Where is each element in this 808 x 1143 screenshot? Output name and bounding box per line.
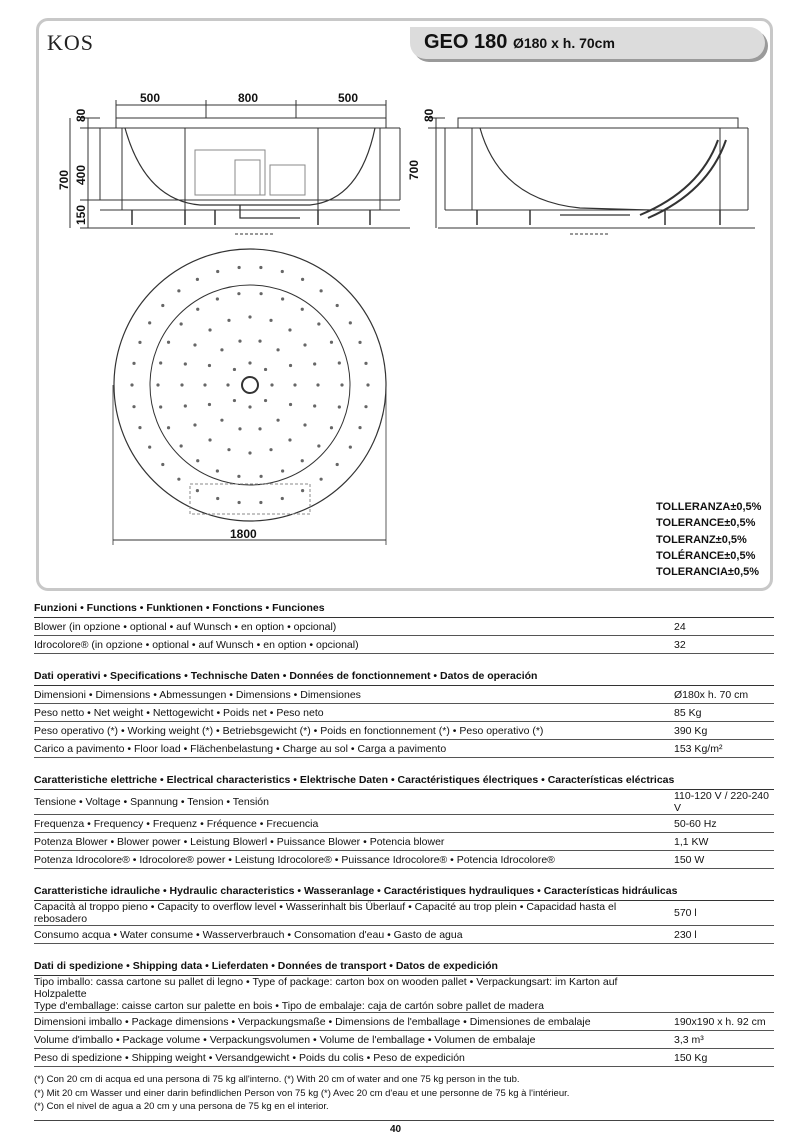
jet-dot bbox=[130, 383, 133, 386]
table-row bbox=[34, 1031, 774, 1049]
dim-front-left-3: 400 bbox=[74, 164, 88, 185]
jet-dot bbox=[184, 362, 187, 365]
jet-dot bbox=[303, 343, 306, 346]
jet-dot bbox=[288, 438, 291, 441]
drain-circle bbox=[242, 377, 258, 393]
jet-dot bbox=[336, 463, 339, 466]
jet-dot bbox=[288, 328, 291, 331]
jet-dot bbox=[238, 427, 241, 430]
plan-view bbox=[113, 249, 386, 545]
jet-dot bbox=[281, 297, 284, 300]
tolerance-de: TOLERANZ±0,5% bbox=[656, 533, 747, 546]
table-row bbox=[34, 976, 774, 1013]
row-value: 85 Kg bbox=[674, 706, 702, 719]
jet-dot bbox=[233, 399, 236, 402]
outer-rim-circle bbox=[114, 249, 386, 521]
dim-front-top-1: 500 bbox=[140, 91, 161, 105]
row-label: Frequenza • Frequency • Frequenz • Fréquence • Frecuencia bbox=[34, 817, 319, 830]
section-specifications bbox=[34, 668, 774, 758]
section-title: Caratteristiche elettriche • Electrical characteristics • Elektrische Daten • Caractéristiques électriques • Características eléctricas bbox=[34, 772, 774, 790]
footer-rule bbox=[34, 1120, 774, 1121]
row-label: Tensione • Voltage • Spannung • Tension • Tensión bbox=[34, 796, 269, 808]
row-label: Peso netto • Net weight • Nettogewicht • Poids net • Peso neto bbox=[34, 706, 324, 719]
jet-dot bbox=[216, 270, 219, 273]
jet-dot bbox=[330, 426, 333, 429]
jet-dot bbox=[301, 308, 304, 311]
jet-dot bbox=[270, 383, 273, 386]
dim-front-left-4: 150 bbox=[74, 204, 88, 225]
brand-logo: KOS bbox=[47, 30, 95, 55]
row-value: 390 Kg bbox=[674, 724, 708, 737]
row-value: 190x190 x h. 92 cm bbox=[674, 1015, 766, 1028]
row-label: Peso di spedizione • Shipping weight • Versandgewicht • Poids du colis • Peso de expedición bbox=[34, 1051, 465, 1064]
jet-dot bbox=[167, 341, 170, 344]
row-label: Idrocolore® (in opzione • optional • auf Wunsch • en option • opcional) bbox=[34, 638, 359, 651]
jet-dot bbox=[281, 270, 284, 273]
footnote: (*) Con el nivel de agua a 20 cm y una persona de 75 kg en el interior. bbox=[34, 1101, 329, 1112]
jet-dot bbox=[317, 322, 320, 325]
table-row bbox=[34, 901, 774, 926]
section-electrical bbox=[34, 772, 774, 869]
row-label-line2: Type d'emballage: caisse carton sur palette en bois • Tipo de embalaje: caja de cartón sobre pallet de madera bbox=[34, 1000, 544, 1012]
jet-dot bbox=[320, 478, 323, 481]
jet-dot bbox=[264, 399, 267, 402]
page-number: 40 bbox=[390, 1124, 402, 1135]
jet-dot bbox=[208, 364, 211, 367]
jet-dot bbox=[238, 501, 241, 504]
footnotes bbox=[34, 1073, 569, 1114]
table-row bbox=[34, 790, 774, 815]
jet-dot bbox=[317, 444, 320, 447]
footnote: (*) Mit 20 cm Wasser und einer darin befindlichen Person von 75 kg (*) Avec 20 cm d'eau et une personne de 75 kg à l'intérieur. bbox=[34, 1087, 570, 1099]
jet-dot bbox=[238, 340, 241, 343]
jet-dot bbox=[161, 304, 164, 307]
jet-dot bbox=[177, 289, 180, 292]
jet-dot bbox=[132, 362, 135, 365]
jet-dot bbox=[303, 423, 306, 426]
jet-dot bbox=[238, 266, 241, 269]
tolerance-en: TOLERANCE±0,5% bbox=[656, 517, 756, 530]
jet-dot bbox=[248, 361, 251, 364]
jet-dot bbox=[196, 308, 199, 311]
jet-dot bbox=[237, 475, 240, 478]
jet-dot bbox=[138, 426, 141, 429]
row-label bbox=[34, 976, 670, 1012]
row-label: Volume d'imballo • Package volume • Verpackungsvolumen • Volume de l'emballage • Volumen de embalaje bbox=[34, 1033, 536, 1046]
jet-dot bbox=[159, 361, 162, 364]
table-row bbox=[34, 618, 774, 636]
row-value: 230 l bbox=[674, 928, 697, 941]
front-elevation bbox=[70, 100, 410, 234]
table-row bbox=[34, 704, 774, 722]
dim-front-top-3: 500 bbox=[338, 91, 359, 105]
jet-dot bbox=[338, 405, 341, 408]
jet-dot bbox=[216, 469, 219, 472]
row-value: 50-60 Hz bbox=[674, 817, 717, 830]
table-row bbox=[34, 851, 774, 869]
front-rim bbox=[116, 118, 386, 128]
jet-dot bbox=[248, 405, 251, 408]
jet-dot bbox=[132, 405, 135, 408]
row-label: Potenza Blower • Blower power • Leistung Blowerl • Puissance Blower • Potencia blower bbox=[34, 835, 445, 848]
jet-dot bbox=[159, 405, 162, 408]
jet-dot bbox=[258, 427, 261, 430]
tolerance-block bbox=[656, 499, 761, 580]
jet-dot bbox=[340, 383, 343, 386]
jet-dot bbox=[293, 383, 296, 386]
jet-dot bbox=[301, 278, 304, 281]
jet-dot bbox=[301, 489, 304, 492]
section-shipping bbox=[34, 958, 774, 1067]
tolerance-es: TOLERANCIA±0,5% bbox=[656, 566, 760, 579]
jet-dot bbox=[281, 469, 284, 472]
jet-dot bbox=[358, 341, 361, 344]
row-label: Potenza Idrocolore® • Idrocolore® power • Leistung Idrocolore® • Puissance Idrocolore® • Potencia Idrocolore® bbox=[34, 853, 555, 866]
jet-dot bbox=[313, 404, 316, 407]
jet-dot bbox=[259, 501, 262, 504]
jet-dot bbox=[364, 405, 367, 408]
row-value: Ø180x h. 70 cm bbox=[674, 688, 749, 701]
jet-dot bbox=[138, 341, 141, 344]
jet-dot bbox=[203, 383, 206, 386]
jet-dot bbox=[196, 459, 199, 462]
jet-dot bbox=[281, 497, 284, 500]
jet-dot bbox=[313, 362, 316, 365]
row-label: Peso operativo (*) • Working weight (*) • Betriebsgewicht (*) • Poids en fonctionnement (*) • Peso operativo (*) bbox=[34, 724, 544, 737]
section-hydraulic bbox=[34, 883, 774, 944]
jet-dot bbox=[301, 459, 304, 462]
table-row bbox=[34, 722, 774, 740]
jet-dot bbox=[193, 423, 196, 426]
dim-front-left-1: 80 bbox=[74, 108, 88, 122]
row-value: 32 bbox=[674, 638, 686, 651]
jet-dot bbox=[366, 383, 369, 386]
jet-dot bbox=[269, 319, 272, 322]
jet-dot bbox=[196, 278, 199, 281]
jet-dot bbox=[208, 328, 211, 331]
dim-side-left-1: 80 bbox=[422, 108, 436, 122]
jet-dot bbox=[259, 266, 262, 269]
row-label: Dimensioni imballo • Package dimensions • Verpackungsmaße • Dimensions de l'emballage • Dimensiones de embalaje bbox=[34, 1015, 591, 1028]
jet-dot bbox=[358, 426, 361, 429]
jet-dot bbox=[248, 315, 251, 318]
jet-dot bbox=[184, 404, 187, 407]
side-rim bbox=[458, 118, 738, 128]
section-title: Dati operativi • Specifications • Technische Daten • Données de fonctionnement • Datos de operación bbox=[34, 668, 774, 686]
jet-dot bbox=[180, 322, 183, 325]
jet-dot bbox=[289, 364, 292, 367]
jet-dot bbox=[180, 383, 183, 386]
row-label-line1: Tipo imballo: cassa cartone su pallet di legno • Type of package: carton box on wooden pallet • Verpackungsart: im Karton auf Holzpalette bbox=[34, 976, 618, 1000]
table-row bbox=[34, 740, 774, 758]
jet-dot bbox=[208, 403, 211, 406]
jet-dot bbox=[148, 446, 151, 449]
table-row bbox=[34, 926, 774, 944]
side-elevation bbox=[428, 118, 755, 234]
dim-plan-width: 1800 bbox=[230, 527, 257, 541]
dim-front-top-2: 800 bbox=[238, 91, 259, 105]
row-value: 153 Kg/m² bbox=[674, 742, 723, 755]
row-value: 110-120 V / 220-240 V bbox=[674, 790, 769, 814]
table-row bbox=[34, 1013, 774, 1031]
jet-dot bbox=[226, 383, 229, 386]
jet-dot bbox=[233, 368, 236, 371]
dim-front-left-2: 700 bbox=[57, 169, 71, 190]
jet-dot bbox=[276, 348, 279, 351]
jet-dot bbox=[264, 368, 267, 371]
jet-dot bbox=[177, 478, 180, 481]
table-row bbox=[34, 636, 774, 654]
footnote: (*) Con 20 cm di acqua ed una persona di 75 kg all'interno. (*) With 20 cm of water and one 75 kg person in the tub. bbox=[34, 1074, 520, 1085]
row-value: 24 bbox=[674, 620, 686, 633]
row-value: 150 W bbox=[674, 853, 705, 866]
equipment-box bbox=[190, 484, 310, 514]
row-label: Blower (in opzione • optional • auf Wunsch • en option • opcional) bbox=[34, 620, 337, 633]
section-functions bbox=[34, 600, 774, 654]
jet-dot bbox=[161, 463, 164, 466]
jet-dot bbox=[148, 321, 151, 324]
table-row bbox=[34, 1049, 774, 1067]
jet-dot bbox=[156, 383, 159, 386]
jet-dot bbox=[364, 362, 367, 365]
jet-dot bbox=[259, 292, 262, 295]
jet-dot bbox=[336, 304, 339, 307]
model-name: GEO 180 bbox=[424, 31, 508, 53]
tolerance-fr: TOLÉRANCE±0,5% bbox=[656, 549, 756, 562]
row-value: 1,1 KW bbox=[674, 835, 709, 848]
tolerance-it: TOLLERANZA±0,5% bbox=[656, 501, 762, 513]
row-label: Dimensioni • Dimensions • Abmessungen • Dimensions • Dimensiones bbox=[34, 688, 361, 701]
jet-pattern bbox=[130, 266, 369, 504]
jet-dot bbox=[316, 383, 319, 386]
row-value: 150 Kg bbox=[674, 1051, 708, 1064]
jet-dot bbox=[216, 297, 219, 300]
jet-dot bbox=[196, 489, 199, 492]
jet-dot bbox=[338, 361, 341, 364]
spec-tables bbox=[34, 600, 774, 1081]
jet-dot bbox=[289, 403, 292, 406]
table-row bbox=[34, 833, 774, 851]
jet-dot bbox=[180, 444, 183, 447]
jet-dot bbox=[193, 343, 196, 346]
jet-dot bbox=[259, 475, 262, 478]
jet-dot bbox=[276, 419, 279, 422]
jet-dot bbox=[349, 446, 352, 449]
jet-dot bbox=[227, 448, 230, 451]
row-label: Capacità al troppo pieno • Capacity to overflow level • Wasserinhalt bis Überlauf • Capacité au trop plein • Capacidad hasta el rebosadero bbox=[34, 901, 617, 925]
jet-dot bbox=[248, 451, 251, 454]
jet-dot bbox=[227, 319, 230, 322]
jet-dot bbox=[237, 292, 240, 295]
section-title: Caratteristiche idrauliche • Hydraulic characteristics • Wasseranlage • Caractéristiques hydrauliques • Características hidráulicas bbox=[34, 883, 774, 901]
jet-dot bbox=[220, 419, 223, 422]
jet-dot bbox=[208, 438, 211, 441]
jet-dot bbox=[258, 340, 261, 343]
dim-side-left-2: 700 bbox=[407, 159, 421, 180]
jet-dot bbox=[349, 321, 352, 324]
row-label: Carico a pavimento • Floor load • Flächenbelastung • Charge au sol • Carga a pavimento bbox=[34, 742, 447, 755]
jet-dot bbox=[220, 348, 223, 351]
table-row bbox=[34, 686, 774, 704]
jet-dot bbox=[269, 448, 272, 451]
section-title: Dati di spedizione • Shipping data • Lieferdaten • Données de transport • Datos de expedición bbox=[34, 958, 774, 976]
model-subtitle: Ø180 x h. 70cm bbox=[512, 35, 615, 51]
section-title: Funzioni • Functions • Funktionen • Fonctions • Funciones bbox=[34, 600, 774, 618]
jet-dot bbox=[167, 426, 170, 429]
jet-dot bbox=[320, 289, 323, 292]
inner-basin-circle bbox=[150, 285, 350, 485]
jet-dot bbox=[216, 497, 219, 500]
table-row bbox=[34, 815, 774, 833]
row-value: 3,3 m³ bbox=[674, 1033, 704, 1046]
jet-dot bbox=[330, 341, 333, 344]
row-value: 570 l bbox=[674, 907, 697, 919]
row-label: Consumo acqua • Water consume • Wasserverbrauch • Consomation d'eau • Gasto de agua bbox=[34, 928, 463, 941]
